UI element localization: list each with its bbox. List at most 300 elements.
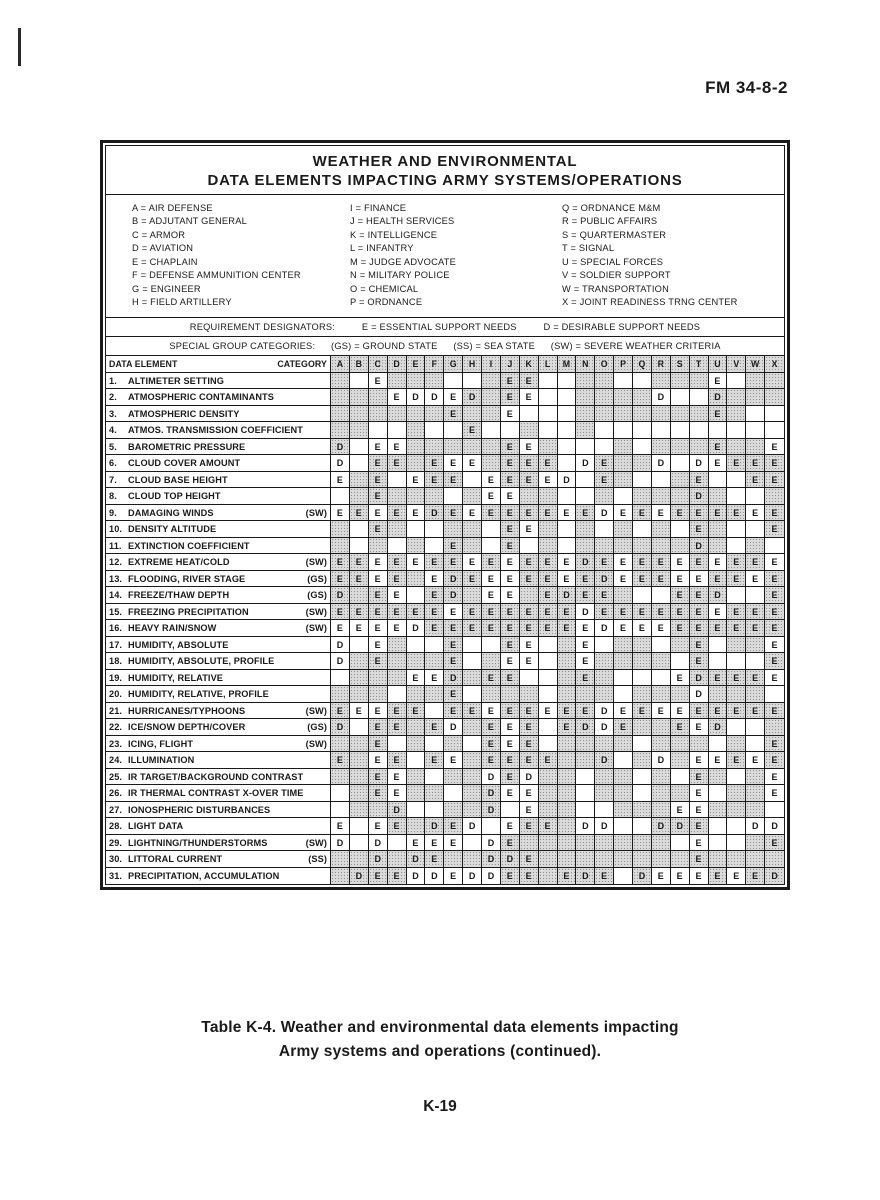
column-header-q: Q [633, 356, 652, 373]
matrix-cell [746, 653, 765, 670]
matrix-cell: E [539, 818, 558, 835]
data-element-name: HURRICANES/TYPHOONS [128, 705, 246, 716]
matrix-cell [501, 802, 520, 819]
matrix-cell: E [746, 620, 765, 637]
data-element-name: IR TARGET/BACKGROUND CONTRAST [128, 771, 304, 782]
matrix-cell [463, 587, 482, 604]
matrix-cell: D [765, 818, 784, 835]
matrix-cell [614, 835, 633, 852]
matrix-cell: E [576, 637, 595, 654]
matrix-cell [614, 686, 633, 703]
matrix-cell [671, 752, 690, 769]
legend-item: N = MILITARY POLICE [350, 270, 450, 281]
data-element-name: ICE/SNOW DEPTH/COVER [128, 722, 246, 732]
matrix-cell [746, 851, 765, 868]
matrix-cell: D [652, 455, 671, 472]
matrix-cell [576, 686, 595, 703]
matrix-cell [539, 802, 558, 819]
matrix-cell [425, 703, 444, 720]
column-header-f: F [425, 356, 444, 373]
data-element-name: PRECIPITATION, ACCUMULATION [128, 871, 280, 881]
matrix-cell: D [576, 868, 595, 885]
matrix-cell [482, 637, 501, 654]
table-row [106, 554, 784, 571]
matrix-cell [350, 769, 369, 786]
matrix-cell [482, 521, 501, 538]
requirement-designators [106, 318, 784, 337]
matrix-cell: E [633, 554, 652, 571]
matrix-cell [369, 389, 388, 406]
row-number: 8. [109, 491, 117, 501]
matrix-cell: E [652, 604, 671, 621]
matrix-cell [388, 851, 407, 868]
matrix-cell: E [444, 752, 463, 769]
table-row [106, 752, 784, 769]
legend-item: F = DEFENSE AMMUNITION CENTER [132, 270, 301, 281]
matrix-cell [709, 521, 728, 538]
legend-item: Q = ORDNANCE M&M [562, 203, 661, 213]
matrix-cell [558, 802, 577, 819]
matrix-cell [576, 488, 595, 505]
special-group-categories [106, 337, 784, 356]
matrix-cell: E [652, 571, 671, 588]
matrix-cell: E [595, 455, 614, 472]
matrix-cell [482, 422, 501, 439]
matrix-cell: E [576, 620, 595, 637]
matrix-cell: E [520, 554, 539, 571]
matrix-cell: E [444, 818, 463, 835]
matrix-cell: E [369, 785, 388, 802]
matrix-cell: E [350, 703, 369, 720]
matrix-cell: D [690, 455, 709, 472]
matrix-cell [407, 538, 426, 555]
category-legend [106, 195, 784, 318]
matrix-cell [709, 637, 728, 654]
matrix-cell: E [501, 703, 520, 720]
table-row [106, 769, 784, 786]
matrix-cell: E [388, 587, 407, 604]
page-number: K-19 [423, 1098, 457, 1115]
matrix-cell: D [482, 802, 501, 819]
table-row [106, 587, 784, 604]
matrix-cell [652, 637, 671, 654]
table-row [106, 620, 784, 637]
column-header-h: H [463, 356, 482, 373]
matrix-cell [671, 406, 690, 423]
matrix-cell [671, 769, 690, 786]
matrix-cell [614, 785, 633, 802]
data-element-cell [106, 752, 331, 769]
matrix-cell [690, 373, 709, 390]
matrix-cell [652, 538, 671, 555]
matrix-cell: E [765, 703, 784, 720]
row-number: 31. [109, 871, 123, 881]
data-element-name: LITTORAL CURRENT [128, 854, 223, 864]
matrix-cell [652, 653, 671, 670]
matrix-cell: D [595, 505, 614, 522]
matrix-cell [652, 406, 671, 423]
matrix-cell [595, 422, 614, 439]
row-category: (SW) [305, 837, 327, 848]
matrix-cell: D [425, 389, 444, 406]
row-number: 12. [109, 557, 123, 567]
matrix-cell [520, 686, 539, 703]
matrix-cell: E [558, 505, 577, 522]
matrix-cell [425, 406, 444, 423]
matrix-cell: E [520, 851, 539, 868]
matrix-cell: D [407, 620, 426, 637]
matrix-cell: E [369, 868, 388, 885]
matrix-cell: E [388, 439, 407, 456]
matrix-cell [727, 686, 746, 703]
matrix-cell: E [765, 769, 784, 786]
matrix-cell [388, 670, 407, 687]
matrix-cell [520, 587, 539, 604]
matrix-cell: E [425, 719, 444, 736]
matrix-cell [331, 851, 350, 868]
weather-table [100, 140, 790, 890]
matrix-cell: E [369, 736, 388, 753]
matrix-cell: E [746, 455, 765, 472]
data-element-name: HUMIDITY, ABSOLUTE [128, 639, 229, 650]
matrix-cell [576, 835, 595, 852]
matrix-cell [709, 736, 728, 753]
matrix-cell: E [520, 571, 539, 588]
matrix-cell: E [765, 620, 784, 637]
data-element-cell [106, 868, 331, 885]
matrix-cell [576, 752, 595, 769]
table-row [106, 472, 784, 489]
matrix-cell [614, 802, 633, 819]
matrix-cell [463, 637, 482, 654]
table-row [106, 802, 784, 819]
data-element-cell [106, 686, 331, 703]
matrix-cell: E [501, 505, 520, 522]
matrix-cell: D [595, 620, 614, 637]
matrix-cell [765, 802, 784, 819]
matrix-cell [595, 851, 614, 868]
matrix-cell: D [765, 868, 784, 885]
matrix-cell [407, 653, 426, 670]
matrix-cell: E [425, 472, 444, 489]
matrix-cell: E [539, 703, 558, 720]
matrix-cell [652, 439, 671, 456]
matrix-cell: E [350, 571, 369, 588]
matrix-cell: E [520, 752, 539, 769]
matrix-cell: E [690, 472, 709, 489]
table-row [106, 686, 784, 703]
matrix-cell [407, 637, 426, 654]
matrix-cell [350, 521, 369, 538]
matrix-cell: D [576, 604, 595, 621]
data-element-cell [106, 670, 331, 687]
data-element-cell [106, 703, 331, 720]
matrix-cell: E [482, 571, 501, 588]
legend-item: M = JUDGE ADVOCATE [350, 256, 456, 267]
matrix-cell [482, 389, 501, 406]
matrix-cell: E [331, 554, 350, 571]
matrix-cell: E [482, 587, 501, 604]
data-element-cell [106, 472, 331, 489]
matrix-cell [539, 851, 558, 868]
legend-item: C = ARMOR [132, 229, 186, 240]
matrix-cell: E [501, 818, 520, 835]
matrix-cell [576, 406, 595, 423]
matrix-cell [614, 868, 633, 885]
matrix-cell: E [765, 670, 784, 687]
matrix-cell [388, 521, 407, 538]
matrix-cell: E [444, 554, 463, 571]
matrix-cell: E [520, 719, 539, 736]
matrix-cell [444, 373, 463, 390]
legend-item: R = PUBLIC AFFAIRS [562, 216, 658, 227]
legend-item: A = AIR DEFENSE [132, 203, 213, 213]
matrix-cell: E [690, 637, 709, 654]
matrix-cell [614, 521, 633, 538]
matrix-cell: E [369, 488, 388, 505]
matrix-cell: E [501, 587, 520, 604]
table-row [106, 868, 784, 885]
matrix-cell: E [369, 769, 388, 786]
data-element-cell [106, 818, 331, 835]
matrix-cell [558, 373, 577, 390]
matrix-cell: E [690, 505, 709, 522]
matrix-cell [614, 587, 633, 604]
matrix-cell [558, 736, 577, 753]
matrix-cell: D [407, 868, 426, 885]
matrix-cell [690, 406, 709, 423]
matrix-cell [539, 422, 558, 439]
matrix-cell: E [520, 818, 539, 835]
matrix-cell [369, 422, 388, 439]
matrix-cell: E [690, 604, 709, 621]
matrix-cell: E [633, 505, 652, 522]
table-row [106, 439, 784, 456]
matrix-body [106, 373, 784, 885]
matrix-cell: E [746, 505, 765, 522]
matrix-cell [746, 686, 765, 703]
matrix-cell [746, 521, 765, 538]
row-number: 17. [109, 639, 123, 650]
row-category: (GS) [307, 573, 327, 584]
matrix-cell: E [690, 752, 709, 769]
matrix-cell [425, 488, 444, 505]
matrix-cell: E [350, 604, 369, 621]
matrix-cell [746, 637, 765, 654]
matrix-cell [633, 521, 652, 538]
matrix-cell: E [444, 472, 463, 489]
row-number: 16. [109, 623, 123, 633]
data-element-name: DENSITY ALTITUDE [128, 524, 217, 534]
matrix-cell: E [520, 637, 539, 654]
matrix-cell [444, 488, 463, 505]
matrix-cell: E [520, 505, 539, 522]
matrix-cell: D [576, 818, 595, 835]
matrix-cell: D [350, 868, 369, 885]
matrix-cell: E [463, 703, 482, 720]
matrix-cell [727, 406, 746, 423]
matrix-cell [652, 521, 671, 538]
matrix-cell: E [690, 835, 709, 852]
matrix-cell: E [633, 571, 652, 588]
matrix-cell: E [765, 604, 784, 621]
matrix-cell: E [444, 620, 463, 637]
matrix-cell: E [425, 620, 444, 637]
matrix-cell [652, 670, 671, 687]
matrix-cell: E [558, 868, 577, 885]
matrix-cell: E [709, 455, 728, 472]
matrix-cell [614, 851, 633, 868]
matrix-cell: E [501, 439, 520, 456]
data-element-name: ATMOSPHERIC CONTAMINANTS [128, 392, 274, 402]
matrix-cell [407, 719, 426, 736]
matrix-cell: E [765, 587, 784, 604]
matrix-cell [558, 521, 577, 538]
data-element-name: LIGHT DATA [128, 821, 184, 831]
matrix-cell: E [690, 521, 709, 538]
matrix-cell [633, 472, 652, 489]
matrix-cell: E [727, 455, 746, 472]
matrix-cell [633, 373, 652, 390]
matrix-cell: E [520, 604, 539, 621]
table-caption-line1: Table K-4. Weather and environmental data elements impacting [201, 1019, 679, 1036]
matrix-cell: E [407, 554, 426, 571]
matrix-cell [558, 389, 577, 406]
data-element-name: ICING, FLIGHT [128, 738, 194, 749]
matrix-cell [388, 637, 407, 654]
matrix-cell [463, 802, 482, 819]
matrix-cell: E [539, 554, 558, 571]
matrix-cell [671, 637, 690, 654]
matrix-cell [558, 538, 577, 555]
data-element-cell [106, 488, 331, 505]
matrix-cell: D [746, 818, 765, 835]
table-row [106, 835, 784, 852]
matrix-cell [425, 521, 444, 538]
matrix-cell [652, 802, 671, 819]
row-category: (SS) [308, 854, 327, 864]
matrix-cell: E [407, 604, 426, 621]
matrix-cell [331, 785, 350, 802]
matrix-cell [482, 406, 501, 423]
matrix-cell: E [501, 769, 520, 786]
matrix-cell: E [690, 703, 709, 720]
matrix-cell [482, 455, 501, 472]
data-element-name: EXTINCTION COEFFICIENT [128, 540, 250, 551]
matrix-cell [633, 736, 652, 753]
matrix-cell [727, 422, 746, 439]
matrix-cell: E [746, 868, 765, 885]
matrix-cell: E [482, 505, 501, 522]
matrix-cell [388, 472, 407, 489]
row-number: 25. [109, 771, 123, 782]
matrix-cell: E [520, 389, 539, 406]
matrix-cell [727, 521, 746, 538]
row-number: 6. [109, 458, 117, 468]
matrix-cell: E [709, 868, 728, 885]
matrix-cell [746, 587, 765, 604]
matrix-cell: E [690, 620, 709, 637]
row-number: 20. [109, 689, 123, 699]
matrix-cell: E [501, 406, 520, 423]
matrix-cell: E [331, 620, 350, 637]
matrix-cell [463, 439, 482, 456]
matrix-cell [746, 538, 765, 555]
data-element-name: ALTIMETER SETTING [128, 375, 224, 386]
column-header-v: V [727, 356, 746, 373]
matrix-cell [671, 785, 690, 802]
row-number: 7. [109, 474, 117, 485]
matrix-cell: E [558, 554, 577, 571]
data-element-cell [106, 422, 331, 439]
matrix-cell: E [671, 719, 690, 736]
matrix-cell: E [388, 703, 407, 720]
matrix-cell [558, 686, 577, 703]
matrix-cell: E [444, 604, 463, 621]
matrix-cell: E [407, 703, 426, 720]
matrix-cell [576, 538, 595, 555]
matrix-cell [614, 389, 633, 406]
matrix-cell [539, 785, 558, 802]
matrix-cell [652, 769, 671, 786]
column-header-c: C [369, 356, 388, 373]
matrix-cell: E [576, 571, 595, 588]
matrix-cell: E [765, 521, 784, 538]
matrix-cell [350, 422, 369, 439]
matrix-cell [388, 686, 407, 703]
row-number: 3. [109, 408, 117, 419]
legend-item: B = ADJUTANT GENERAL [132, 216, 247, 227]
data-element-name: LIGHTNING/THUNDERSTORMS [128, 837, 268, 848]
matrix-cell: D [520, 769, 539, 786]
table-row [106, 406, 784, 423]
matrix-cell [350, 736, 369, 753]
legend-item: E = CHAPLAIN [132, 256, 198, 267]
matrix-cell: E [482, 554, 501, 571]
row-number: 10. [109, 524, 123, 534]
matrix-cell [425, 422, 444, 439]
legend-item: J = HEALTH SERVICES [350, 216, 455, 227]
matrix-cell [727, 637, 746, 654]
matrix-cell: E [369, 703, 388, 720]
matrix-cell: E [388, 785, 407, 802]
matrix-cell: E [765, 455, 784, 472]
matrix-header-name-cell [106, 356, 331, 373]
matrix-cell: E [407, 670, 426, 687]
matrix-cell: E [520, 703, 539, 720]
data-element-name: HEAVY RAIN/SNOW [128, 623, 217, 633]
matrix-cell [331, 868, 350, 885]
matrix-cell: E [727, 620, 746, 637]
matrix-cell: E [444, 703, 463, 720]
matrix-cell [746, 769, 765, 786]
matrix-cell: E [369, 719, 388, 736]
matrix-cell [633, 455, 652, 472]
matrix-cell: E [709, 406, 728, 423]
matrix-cell: D [331, 719, 350, 736]
matrix-cell [709, 835, 728, 852]
matrix-cell [633, 851, 652, 868]
special-group-label: SPECIAL GROUP CATEGORIES: [169, 340, 316, 351]
column-header-x: X [765, 356, 784, 373]
matrix-cell [463, 835, 482, 852]
matrix-cell [671, 835, 690, 852]
matrix-cell [746, 835, 765, 852]
matrix-cell [727, 818, 746, 835]
matrix-cell: E [425, 851, 444, 868]
matrix-cell: D [690, 686, 709, 703]
row-number: 30. [109, 854, 123, 864]
